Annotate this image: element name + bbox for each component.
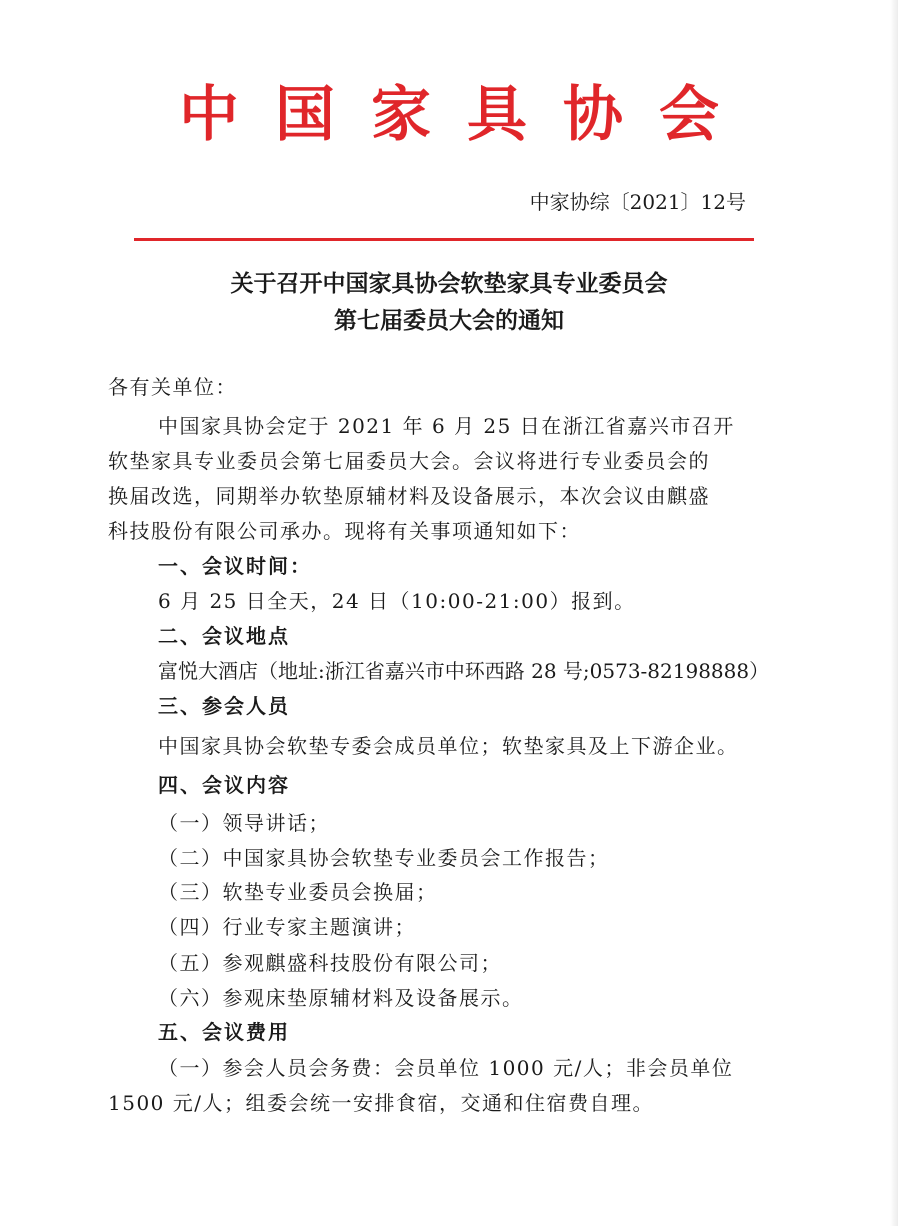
section-content-attendees: 中国家具协会软垫专委会成员单位；软垫家具及上下游企业。: [158, 734, 739, 758]
section-heading-time: 一、会议时间：: [158, 554, 312, 578]
agenda-item: （一）领导讲话；: [158, 811, 330, 835]
agenda-item: （三）软垫专业委员会换届；: [158, 880, 438, 904]
notice-title-line-2: 第七届委员大会的通知: [334, 308, 564, 334]
section-content-time: 6 月 25 日全天，24 日（10:00-21:00）报到。: [158, 589, 636, 613]
intro-line-1: 中国家具协会定于 2021 年 6 月 25 日在浙江省嘉兴市召开: [158, 414, 735, 438]
intro-line-2: 软垫家具专业委员会第七届委员大会。会议将进行专业委员会的: [108, 449, 710, 473]
section-content-location: 富悦大酒店（地址:浙江省嘉兴市中环西路 28 号;0573-82198888）: [158, 659, 770, 683]
intro-line-3: 换届改选，同期举办软垫原辅材料及设备展示，本次会议由麒盛: [108, 484, 710, 508]
agenda-item: （二）中国家具协会软垫专业委员会工作报告；: [158, 846, 610, 870]
salutation: 各有关单位：: [108, 375, 237, 399]
fees-line-1: （一）参会人员会务费：会员单位 1000 元/人；非会员单位: [158, 1056, 734, 1080]
section-heading-attendees: 三、参会人员: [158, 694, 290, 718]
agenda-item: （六）参观床垫原辅材料及设备展示。: [158, 986, 524, 1010]
organization-letterhead: 中国家具协会: [179, 80, 755, 150]
section-heading-agenda: 四、会议内容: [158, 773, 290, 797]
intro-line-4: 科技股份有限公司承办。现将有关事项通知如下：: [108, 519, 581, 543]
section-heading-location: 二、会议地点: [158, 624, 290, 648]
document-number: 中家协综〔2021〕12号: [529, 190, 746, 214]
agenda-item: （四）行业专家主题演讲；: [158, 915, 416, 939]
agenda-item: （五）参观麒盛科技股份有限公司；: [158, 951, 502, 975]
page-edge-shadow: [890, 0, 898, 1226]
fees-line-2: 1500 元/人；组委会统一安排食宿，交通和住宿费自理。: [108, 1091, 654, 1115]
letterhead-divider: [134, 238, 754, 241]
notice-title-line-1: 关于召开中国家具协会软垫家具专业委员会: [230, 271, 668, 297]
section-heading-fees: 五、会议费用: [158, 1020, 290, 1044]
